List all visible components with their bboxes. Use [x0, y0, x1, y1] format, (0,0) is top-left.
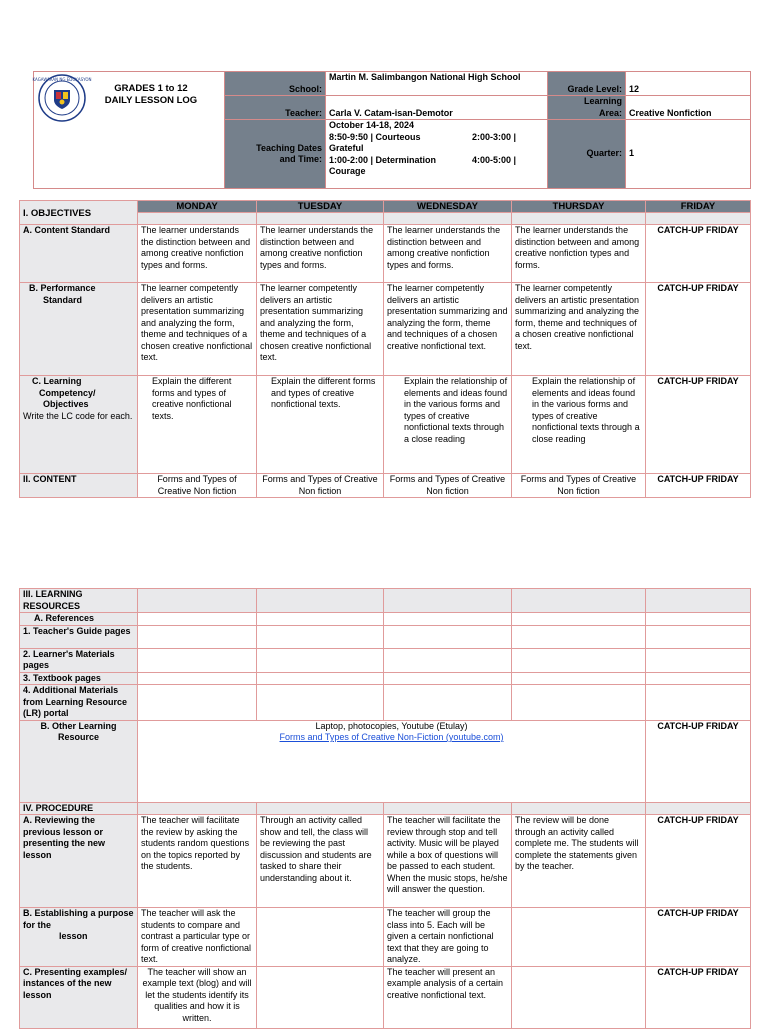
svg-text:KAGAWARAN NG EDUKASYON: KAGAWARAN NG EDUKASYON: [32, 77, 92, 82]
dates-line3: Grateful: [329, 143, 364, 153]
other-resource-label-2: Resource: [57, 732, 100, 742]
content-thursday: Forms and Types of Creative Non fiction: [512, 474, 646, 498]
blank-cell: [512, 213, 646, 225]
competency-note: Write the LC code for each.: [23, 410, 133, 421]
dates-line2: 8:50-9:50 | Courteous: [329, 131, 421, 142]
blank-cell: [384, 625, 512, 648]
textbook-label: 3. Textbook pages: [20, 672, 138, 685]
blank-cell: [138, 589, 257, 613]
blank-cell: [512, 802, 646, 815]
content-label: II. CONTENT: [20, 474, 138, 498]
school-value: Martin M. Salimbangon National High School: [326, 72, 548, 96]
performance-standard-monday: The learner competently delivers an artistic presentation summarizing and analyzing the form, theme and techniques of a chosen creative nonfictional text.: [138, 283, 257, 376]
procedure-heading: IV. PROCEDURE: [20, 802, 138, 815]
catch-up-friday: CATCH-UP FRIDAY: [646, 815, 751, 908]
catch-up-friday: CATCH-UP FRIDAY: [646, 966, 751, 1028]
blank-cell: [257, 966, 384, 1028]
performance-standard-tuesday: The learner competently delivers an artistic presentation summarizing and analyzing the form, theme and techniques of a chosen creative nonfictional text.: [257, 283, 384, 376]
catch-up-friday: CATCH-UP FRIDAY: [646, 474, 751, 498]
dates-line5: Courage: [329, 166, 366, 176]
learning-resources-heading: III. LEARNING RESOURCES: [20, 589, 138, 613]
learning-area-label: [548, 96, 626, 120]
competency-label-2: Competency/: [39, 387, 96, 398]
blank-cell: [138, 213, 257, 225]
content-standard-tuesday: The learner understands the distinction between and among creative nonfiction types and forms.: [257, 225, 384, 283]
reviewing-wednesday: The teacher will facilitate the review through stop and tell activity. Music will be played while a box of questions will be passed to each student. When the music stops, he/she will answer the question.: [384, 815, 512, 908]
youtube-link[interactable]: Forms and Types of Creative Non-Fiction (youtube.com): [279, 732, 504, 742]
other-resource-text: Laptop, photocopies, Youtube (Etulay): [315, 720, 468, 731]
teacher-label: Teacher:: [225, 96, 326, 120]
day-header-tuesday: TUESDAY: [257, 201, 384, 213]
quarter-label: Quarter:: [548, 120, 626, 189]
performance-standard-label: [20, 283, 138, 376]
performance-standard-label-2: Standard: [43, 294, 83, 305]
deped-seal-icon: [32, 73, 92, 123]
blank-cell: [257, 589, 384, 613]
content-standard-label: A. Content Standard: [20, 225, 138, 283]
teaching-dates-label-1: Teaching Dates: [256, 142, 322, 153]
competency-thursday: Explain the relationship of elements and ideas found in the various forms and types of creative nonfictional texts through a close reading: [512, 376, 646, 474]
competency-label-3: Objectives: [43, 399, 89, 409]
catch-up-friday: CATCH-UP FRIDAY: [646, 283, 751, 376]
purpose-monday: The teacher will ask the students to compare and contrast a particular type or form of creative nonfictional text.: [138, 908, 257, 967]
dates-line2b: 2:00-3:00 |: [471, 131, 516, 142]
blank-cell: [512, 648, 646, 672]
blank-cell: [138, 625, 257, 648]
catch-up-friday: CATCH-UP FRIDAY: [646, 720, 751, 802]
purpose-label-1: B. Establishing a purpose for the: [23, 908, 134, 930]
content-standard-thursday: The learner understands the distinction between and among creative nonfiction types and forms.: [512, 225, 646, 283]
teachers-guide-label: 1. Teacher's Guide pages: [20, 625, 138, 648]
other-resource-label-1: B. Other Learning: [40, 720, 117, 731]
header-table: [33, 71, 751, 189]
blank-cell: [138, 613, 257, 626]
content-tuesday: Forms and Types of Creative Non fiction: [257, 474, 384, 498]
day-header-friday: FRIDAY: [646, 201, 751, 213]
blank-cell: [257, 648, 384, 672]
purpose-wednesday: The teacher will group the class into 5. Each will be given a certain nonfictional text that they are going to analyze.: [384, 908, 512, 967]
blank-cell: [138, 802, 257, 815]
blank-cell: [512, 966, 646, 1028]
day-header-monday: MONDAY: [138, 201, 257, 213]
learning-area-value: Creative Nonfiction: [626, 96, 751, 120]
catch-up-friday: CATCH-UP FRIDAY: [646, 225, 751, 283]
competency-wednesday: Explain the relationship of elements and ideas found in the various forms and types of creative nonfictional texts through a close reading: [384, 376, 512, 474]
blank-cell: [646, 613, 751, 626]
teaching-dates-label-2: and Time:: [279, 154, 322, 164]
blank-cell: [384, 613, 512, 626]
performance-standard-label-1: B. Performance: [29, 283, 96, 293]
form-title-line2: DAILY LESSON LOG: [104, 95, 198, 106]
blank-cell: [257, 625, 384, 648]
content-standard-monday: The learner understands the distinction between and among creative nonfiction types and forms.: [138, 225, 257, 283]
learning-area-label-1: Learning: [583, 96, 622, 106]
resources-procedure-table: [19, 588, 751, 1029]
teaching-dates-label: [225, 120, 326, 189]
other-resource-cell: [138, 720, 646, 802]
day-header-thursday: THURSDAY: [512, 201, 646, 213]
quarter-value: 1: [626, 120, 751, 189]
blank-cell: [257, 802, 384, 815]
objectives-heading: I. OBJECTIVES: [20, 201, 138, 225]
learners-materials-label: 2. Learner's Materials pages: [20, 648, 138, 672]
day-header-wednesday: WEDNESDAY: [384, 201, 512, 213]
blank-cell: [512, 613, 646, 626]
competency-label: [20, 376, 138, 474]
blank-cell: [512, 685, 646, 721]
teaching-dates-value: [326, 120, 548, 189]
dates-line4: 1:00-2:00 | Determination: [329, 154, 437, 165]
dates-line4b: 4:00-5:00 |: [471, 154, 516, 165]
additional-materials-label: 4. Additional Materials from Learning Resource (LR) portal: [20, 685, 138, 721]
header-title-cell: [34, 72, 225, 189]
other-resource-label: [20, 720, 138, 802]
grade-level-value: 12: [626, 72, 751, 96]
blank-cell: [257, 672, 384, 685]
blank-cell: [384, 648, 512, 672]
blank-cell: [384, 685, 512, 721]
blank-cell: [512, 625, 646, 648]
catch-up-friday: CATCH-UP FRIDAY: [646, 376, 751, 474]
performance-standard-wednesday: The learner competently delivers an artistic presentation summarizing and analyzing the form, theme and techniques of a chosen creative nonfictional text.: [384, 283, 512, 376]
teacher-value: Carla V. Catam-isan-Demotor: [326, 96, 548, 120]
content-wednesday: Forms and Types of Creative Non fiction: [384, 474, 512, 498]
competency-tuesday: Explain the different forms and types of creative nonfictional texts.: [257, 376, 384, 474]
blank-cell: [646, 648, 751, 672]
presenting-label: C. Presenting examples/ instances of the new lesson: [20, 966, 138, 1028]
blank-cell: [646, 625, 751, 648]
content-standard-wednesday: The learner understands the distinction between and among creative nonfiction types and forms.: [384, 225, 512, 283]
reviewing-thursday: The review will be done through an activity called complete me. The students will complete the statements given by the teacher.: [512, 815, 646, 908]
performance-standard-thursday: The learner competently delivers an artistic presentation summarizing and analyzing the form, theme and techniques of a chosen creative nonfictional text.: [512, 283, 646, 376]
catch-up-friday: CATCH-UP FRIDAY: [646, 908, 751, 967]
content-monday: Forms and Types of Creative Non fiction: [138, 474, 257, 498]
presenting-monday: The teacher will show an example text (blog) and will let the students identify its qualities and how it is written.: [138, 966, 257, 1028]
blank-cell: [257, 213, 384, 225]
blank-cell: [384, 802, 512, 815]
competency-label-1: C. Learning: [32, 376, 82, 386]
form-title-line1: GRADES 1 to 12: [114, 83, 188, 94]
blank-cell: [384, 672, 512, 685]
blank-cell: [138, 648, 257, 672]
blank-cell: [138, 685, 257, 721]
dates-line1: October 14-18, 2024: [329, 120, 415, 130]
competency-monday: Explain the different forms and types of creative nonfictional texts.: [138, 376, 257, 474]
references-label: A. References: [20, 613, 138, 626]
blank-cell: [257, 908, 384, 967]
blank-cell: [257, 613, 384, 626]
blank-cell: [646, 685, 751, 721]
presenting-wednesday: The teacher will present an example analysis of a certain creative nonfictional text.: [384, 966, 512, 1028]
grade-level-label: Grade Level:: [548, 72, 626, 96]
objectives-table: [19, 200, 751, 498]
blank-cell: [257, 685, 384, 721]
reviewing-label: A. Reviewing the previous lesson or presenting the new lesson: [20, 815, 138, 908]
blank-cell: [646, 802, 751, 815]
blank-cell: [646, 672, 751, 685]
blank-cell: [138, 672, 257, 685]
school-label: School:: [225, 72, 326, 96]
reviewing-tuesday: Through an activity called show and tell, the class will be reviewing the past discussion and students are tasked to share their understanding about it.: [257, 815, 384, 908]
blank-cell: [512, 908, 646, 967]
blank-cell: [512, 589, 646, 613]
blank-cell: [646, 589, 751, 613]
blank-cell: [512, 672, 646, 685]
reviewing-monday: The teacher will facilitate the review by asking the students random questions on the topics reported by the students.: [138, 815, 257, 908]
purpose-label-2: lesson: [59, 931, 88, 941]
blank-cell: [384, 213, 512, 225]
purpose-label: [20, 908, 138, 967]
blank-cell: [384, 589, 512, 613]
blank-cell: [646, 213, 751, 225]
learning-area-label-2: Area:: [598, 107, 622, 118]
